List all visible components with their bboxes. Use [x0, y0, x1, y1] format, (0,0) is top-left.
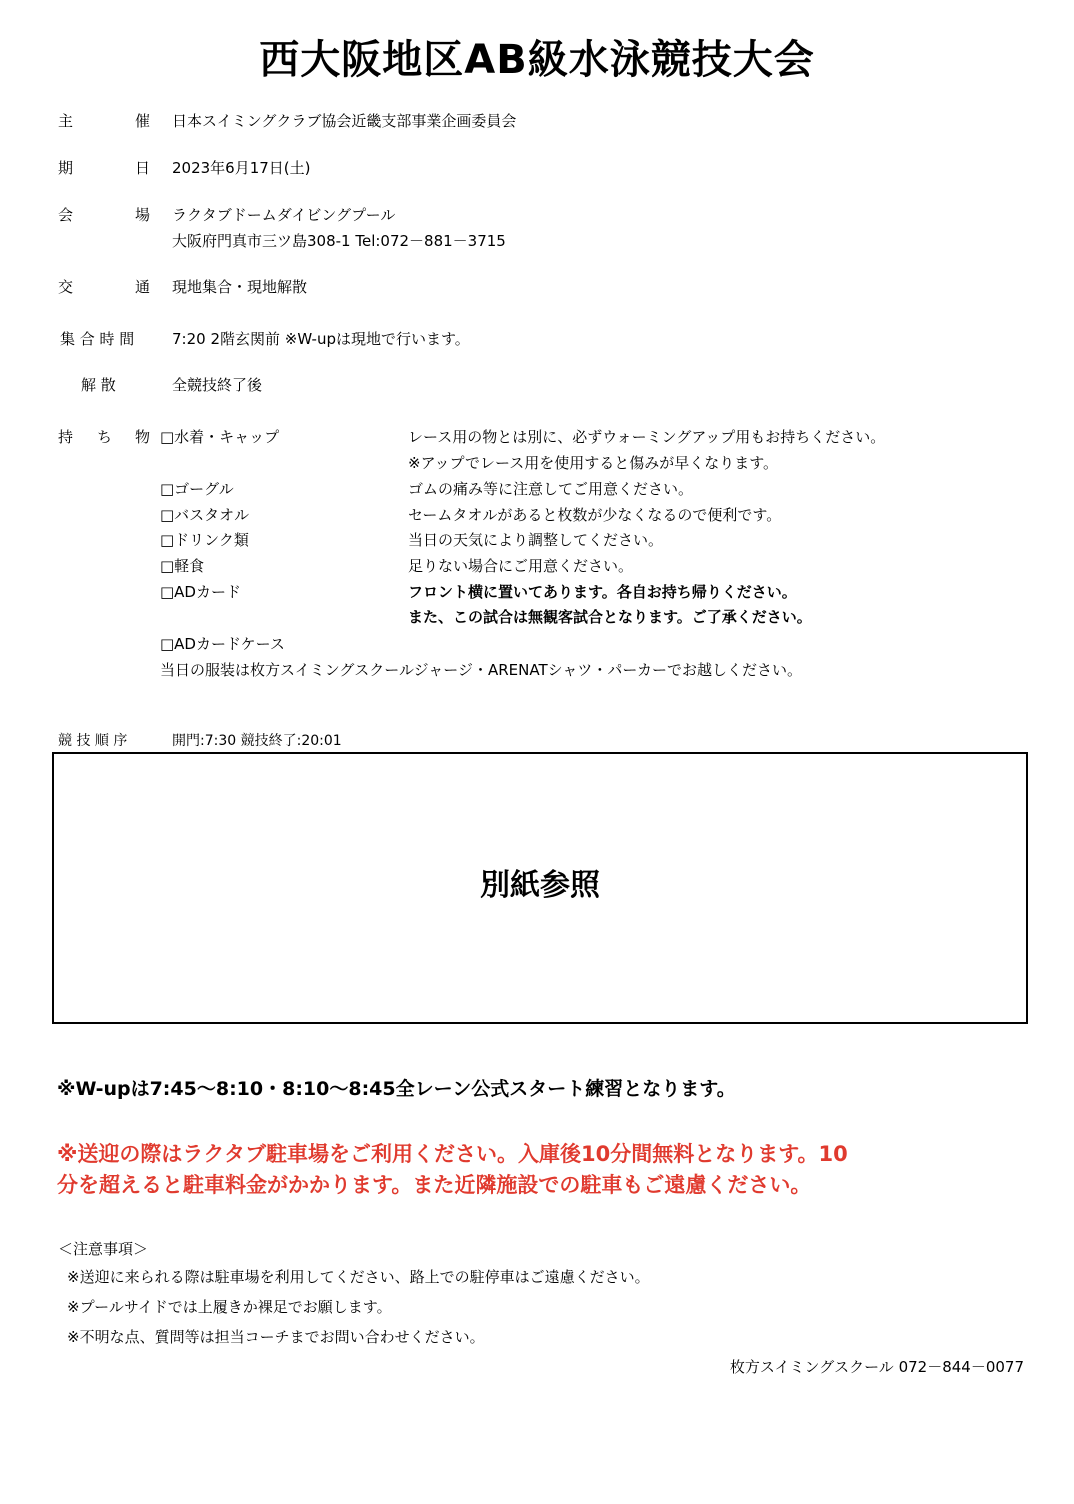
- footer-contact: 枚方スイミングスクール 072－844－0077: [729, 1358, 1024, 1376]
- belonging-item: □バスタオル: [160, 506, 250, 524]
- venue-address: 大阪府門真市三ツ島308-1 Tel:072－881－3715: [172, 232, 506, 250]
- venue-label-1: 会: [58, 206, 74, 224]
- wup-notice: ※W-upは7:45～8:10・8:10～8:45全レーン公式スタート練習となります。: [57, 1078, 736, 1100]
- belonging-note: 足りない場合にご用意ください。: [408, 557, 634, 575]
- dismissal-value: 全競技終了後: [172, 376, 263, 394]
- belonging-item: □ドリンク類: [160, 531, 249, 549]
- date-label-2: 日: [135, 159, 151, 177]
- belongings-label-1: 持: [58, 428, 74, 446]
- belonging-item: □ADカード: [160, 583, 241, 601]
- schedule-label: 競 技 順 序: [58, 733, 128, 749]
- schedule-box-text: 別紙参照: [480, 868, 600, 903]
- organizer-label-2: 催: [135, 112, 151, 130]
- schedule-box: [52, 752, 1028, 1024]
- belonging-note: セームタオルがあると枚数が少なくなるので便利です。: [408, 506, 782, 524]
- belonging-note: ゴムの痛み等に注意してご用意ください。: [408, 480, 694, 498]
- venue-label-2: 場: [135, 206, 151, 224]
- organizer-label-1: 主: [58, 112, 74, 130]
- belonging-note: ※アップでレース用を使用すると傷みが早くなります。: [408, 454, 779, 472]
- belonging-note: フロント横に置いてあります。各自お持ち帰りください。: [408, 583, 797, 601]
- note-item: ※送迎に来られる際は駐車場を利用してください、路上での駐停車はご遠慮ください。: [67, 1268, 650, 1286]
- belonging-item: □軽食: [160, 557, 205, 575]
- belonging-item: □ADカードケース: [160, 635, 285, 653]
- transport-label-2: 通: [135, 278, 151, 296]
- belonging-item: □ゴーグル: [160, 480, 234, 498]
- belongings-label-2: ち: [97, 428, 113, 446]
- parking-notice-line-2: 分を超えると駐車料金がかかります。また近隣施設での駐車もご遠慮ください。: [57, 1173, 812, 1197]
- date-label-1: 期: [58, 159, 74, 177]
- gathering-label: 集 合 時 間: [60, 330, 135, 348]
- gathering-value: 7:20 2階玄関前 ※W-upは現地で行います。: [172, 330, 470, 348]
- note-item: ※不明な点、質問等は担当コーチまでお問い合わせください。: [67, 1328, 485, 1346]
- page-title: 西大阪地区AB級水泳競技大会: [259, 37, 815, 83]
- note-item: ※プールサイドでは上履きか裸足でお願します。: [67, 1298, 392, 1316]
- belonging-item: □水着・キャップ: [160, 428, 280, 446]
- belongings-label-3: 物: [135, 428, 151, 446]
- dress-code: 当日の服装は枚方スイミングスクールジャージ・ARENATシャツ・パーカーでお越しください。: [160, 661, 803, 679]
- date-value: 2023年6月17日(土): [172, 159, 311, 177]
- schedule-value: 開門:7:30 競技終了:20:01: [172, 733, 342, 749]
- organizer-value: 日本スイミングクラブ協会近畿支部事業企画委員会: [172, 112, 517, 130]
- belonging-note: 当日の天気により調整してください。: [408, 531, 664, 549]
- transport-value: 現地集合・現地解散: [172, 278, 308, 296]
- dismissal-label: 解 散: [81, 376, 116, 394]
- parking-notice-line-1: ※送迎の際はラクタブ駐車場をご利用ください。入庫後10分間無料となります。10: [57, 1142, 848, 1166]
- belonging-note: また、この試合は無観客試合となります。ご了承ください。: [408, 608, 812, 626]
- notes-heading: ＜注意事項＞: [58, 1240, 149, 1258]
- belonging-note: レース用の物とは別に、必ずウォーミングアップ用もお持ちください。: [408, 428, 886, 446]
- venue-name: ラクタブドームダイビングプール: [172, 206, 396, 224]
- transport-label-1: 交: [58, 278, 74, 296]
